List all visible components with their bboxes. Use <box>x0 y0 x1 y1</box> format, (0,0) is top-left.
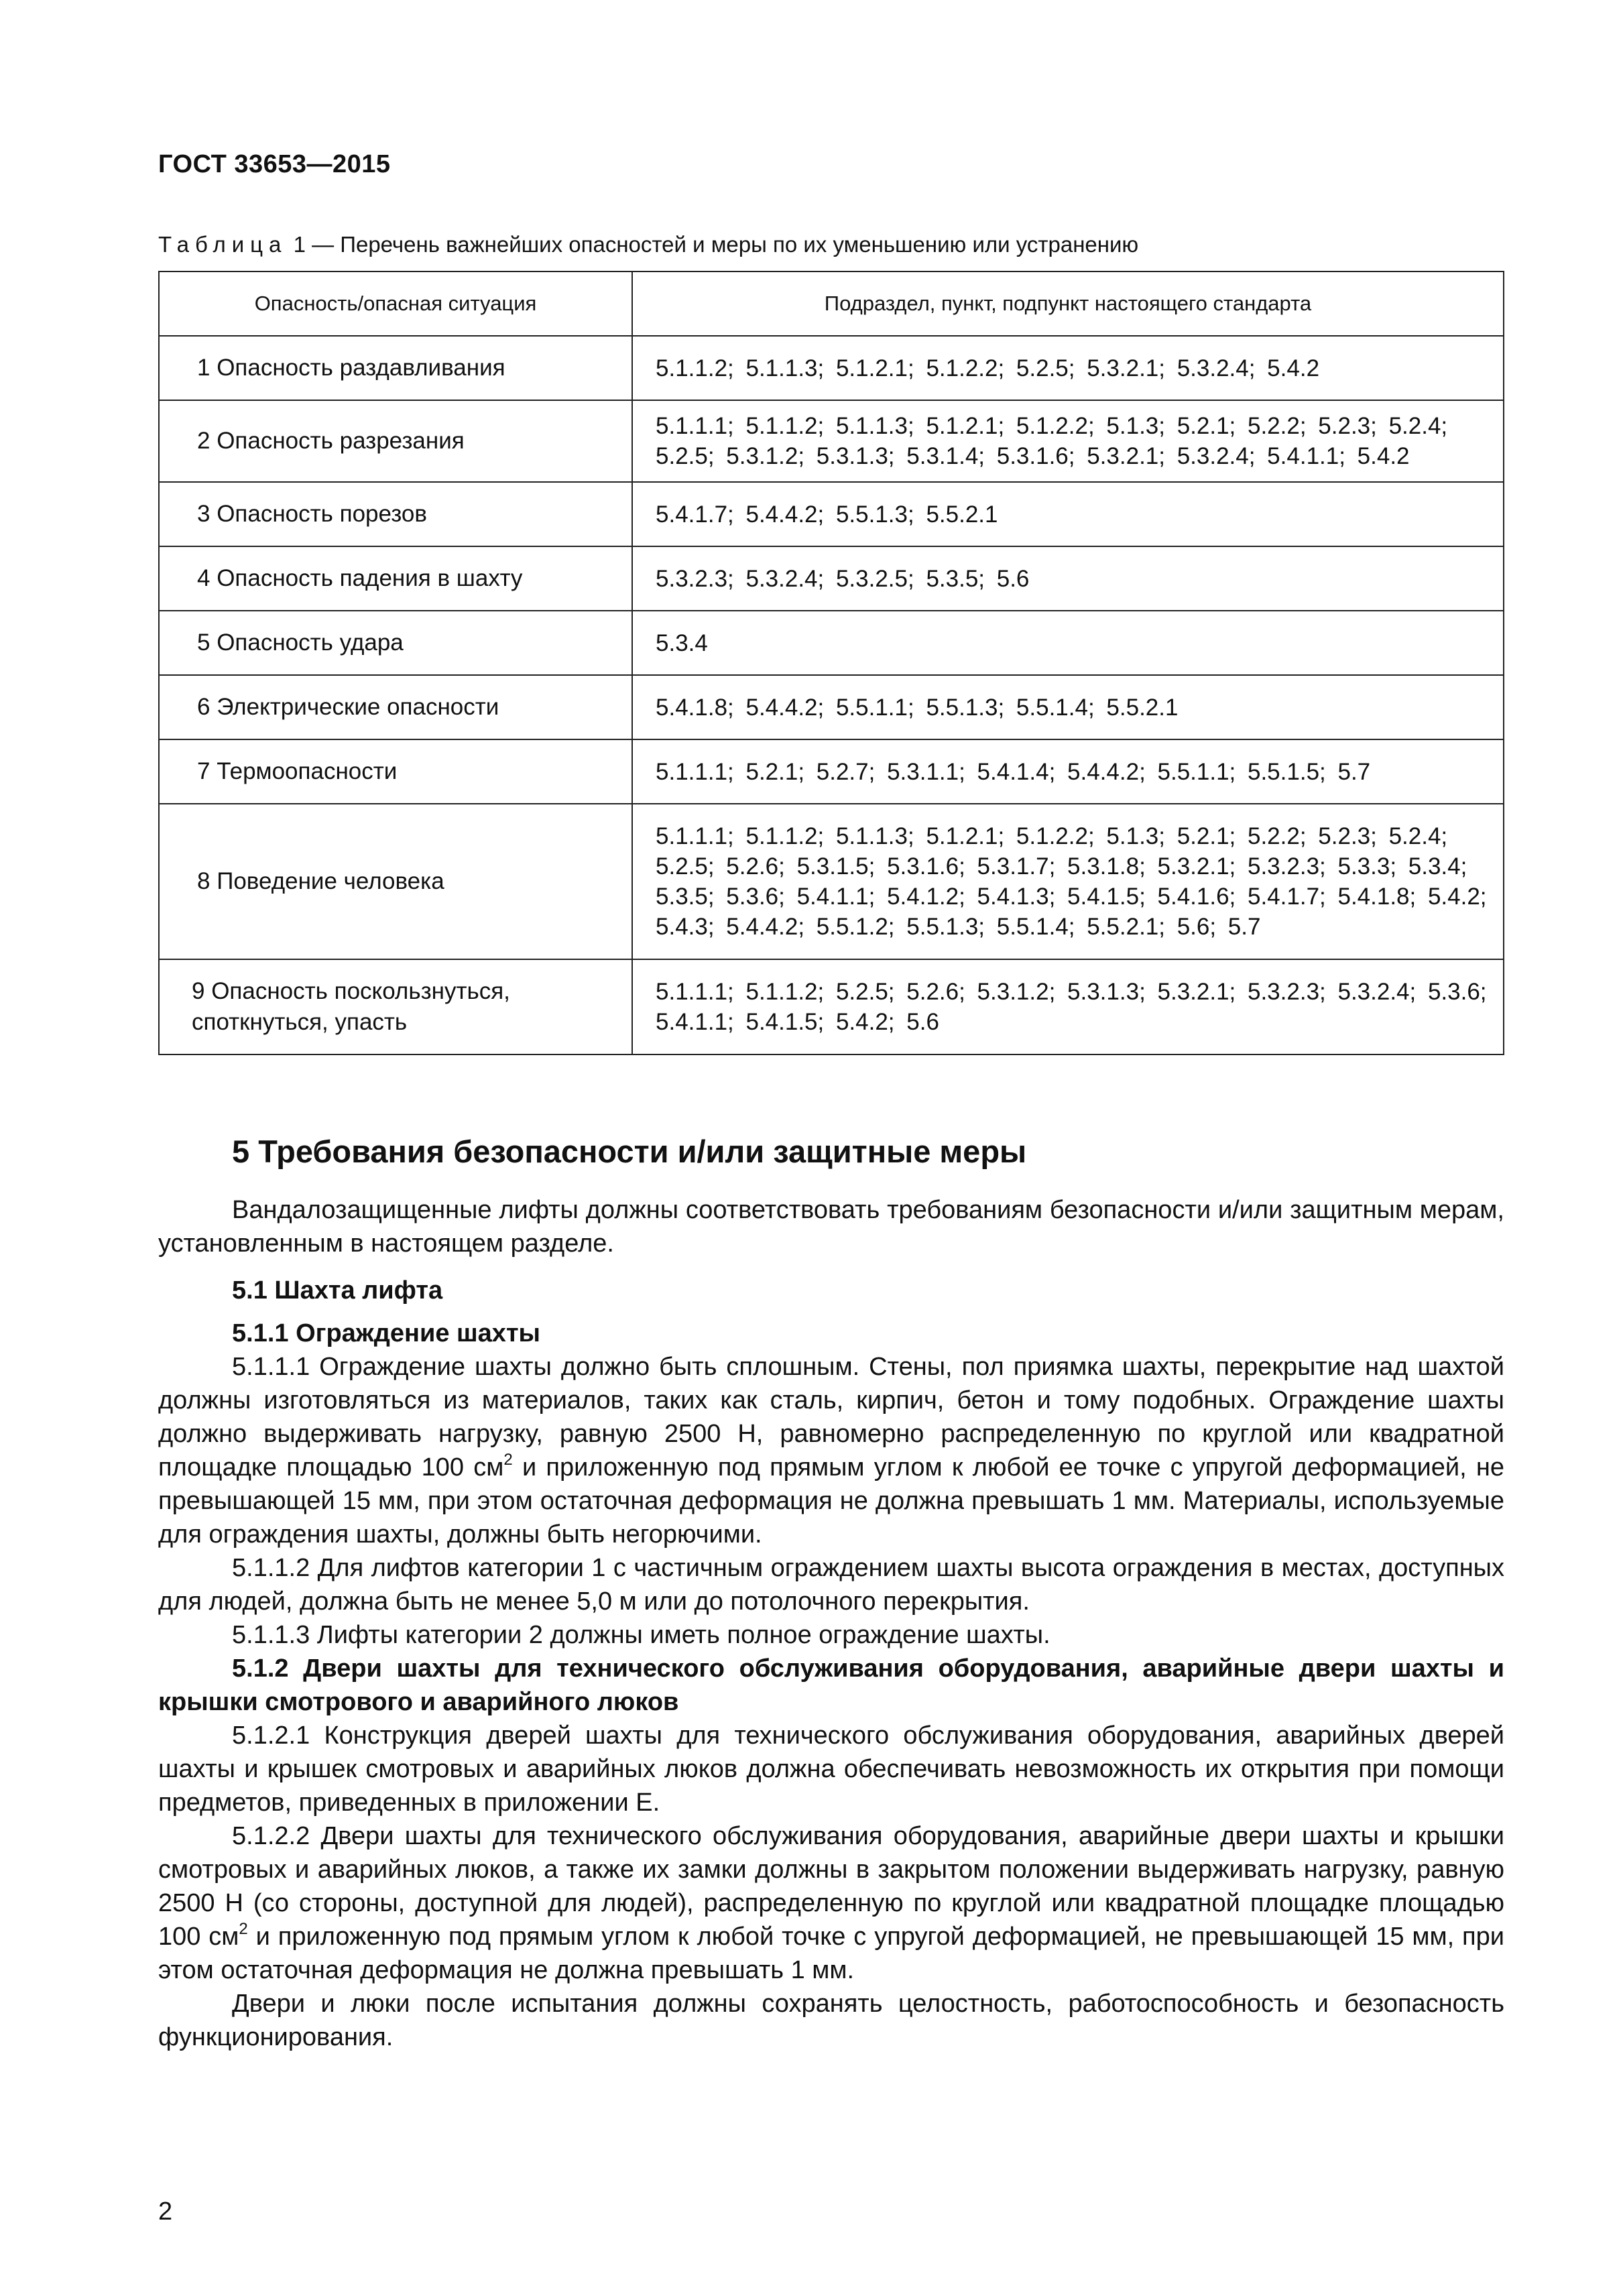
paragraph-5-1-1-2: 5.1.1.2 Для лифтов категории 1 с частичным ограждением шахты высота ограждения в местах, доступных для людей, должна быть не менее 5,0 м или до потолочного перекрытия. <box>158 1554 1504 1616</box>
table-row <box>159 739 1504 804</box>
table-caption-text: 1 — Перечень важнейших опасностей и меры по их уменьшению или устранению <box>293 232 1139 257</box>
hazard-cell: 9 Опасность поскользнуться, споткнуться, упасть <box>159 959 632 1054</box>
table-row <box>159 804 1504 959</box>
hazard-cell: 8 Поведение человека <box>159 804 632 959</box>
section-intro: Вандалозащищенные лифты должны соответствовать требованиям безопасности и/или защитным мерам, установленным в настоящем разделе. <box>158 1196 1504 1258</box>
subsection-5-1-2-title: 5.1.2 Двери шахты для технического обслуживания оборудования, аварийные двери шахты и крышки смотрового и аварийного люков <box>158 1654 1504 1716</box>
table-row <box>159 546 1504 611</box>
refs-cell: 5.4.1.8; 5.4.4.2; 5.5.1.1; 5.5.1.3; 5.5.1.4; 5.5.2.1 <box>632 675 1504 739</box>
column-header-refs: Подраздел, пункт, подпункт настоящего стандарта <box>632 271 1504 336</box>
hazard-cell: 3 Опасность порезов <box>159 482 632 546</box>
column-header-hazard: Опасность/опасная ситуация <box>159 271 632 336</box>
refs-cell: 5.1.1.1; 5.1.1.2; 5.2.5; 5.2.6; 5.3.1.2; 5.3.1.3; 5.3.2.1; 5.3.2.3; 5.3.2.4; 5.3.6; 5.4.1.1; 5.4.1.5; 5.4.2; 5.6 <box>632 959 1504 1054</box>
refs-cell: 5.1.1.1; 5.2.1; 5.2.7; 5.3.1.1; 5.4.1.4; 5.4.4.2; 5.5.1.1; 5.5.1.5; 5.7 <box>632 739 1504 804</box>
subsection-5-1-title: 5.1 Шахта лифта <box>232 1276 443 1305</box>
superscript: 2 <box>239 1920 248 1938</box>
refs-cell: 5.3.2.3; 5.3.2.4; 5.3.2.5; 5.3.5; 5.6 <box>632 546 1504 611</box>
table-row <box>159 482 1504 546</box>
section-title: 5 Требования безопасности и/или защитные меры <box>232 1134 1027 1169</box>
hazards-table <box>158 271 1504 1055</box>
paragraph-5-1-1-1-text: 5.1.1.1 Ограждение шахты должно быть сплошным. Стены, пол приямка шахты, перекрытие над шахтой должны изготовляться из материалов, таких как сталь, кирпич, бетон и тому подобных. Ограждение шахты должно выдерживать нагрузку, равную 2500 Н, равномерно распределенную по круглой или квадратной площадке площадью 100 см <box>158 1353 1504 1482</box>
document-header: ГОСТ 33653—2015 <box>158 150 391 178</box>
table-row <box>159 611 1504 675</box>
hazard-cell: 7 Термоопасности <box>159 739 632 804</box>
paragraph-5-1-1-1 <box>158 1350 1504 1551</box>
section-5 <box>158 1133 1504 2054</box>
hazard-cell: 4 Опасность падения в шахту <box>159 546 632 611</box>
table-row <box>159 959 1504 1054</box>
subsection-5-1-1-title: 5.1.1 Ограждение шахты <box>232 1319 541 1347</box>
refs-cell: 5.1.1.1; 5.1.1.2; 5.1.1.3; 5.1.2.1; 5.1.2.2; 5.1.3; 5.2.1; 5.2.2; 5.2.3; 5.2.4; 5.2.5; 5.3.1.2; 5.3.1.3; 5.3.1.4; 5.3.1.6; 5.3.2.1; 5.3.2.4; 5.4.1.1; 5.4.2 <box>632 400 1504 482</box>
paragraph-5-1-1-3: 5.1.1.3 Лифты категории 2 должны иметь полное ограждение шахты. <box>232 1621 1050 1649</box>
table-caption <box>158 232 1138 257</box>
superscript: 2 <box>503 1451 513 1469</box>
table-row <box>159 675 1504 739</box>
paragraph-5-1-2-2 <box>158 1819 1504 1987</box>
table-caption-word: Таблица <box>158 232 288 257</box>
table-row <box>159 400 1504 482</box>
paragraph-5-1-2-1: 5.1.2.1 Конструкция дверей шахты для технического обслуживания оборудования, аварийных дверей шахты и крышек смотровых и аварийных люков должна обеспечивать невозможность их открытия при помощи предметов, приведенных в приложении Е. <box>158 1721 1504 1817</box>
paragraph-5-1-2-2-text-cont: и приложенную под прямым углом к любой точке с упругой деформацией, не превышающей 15 мм, при этом остаточная деформация не должна превышать 1 мм. <box>158 1923 1504 1984</box>
table-row <box>159 336 1504 400</box>
refs-cell: 5.1.1.1; 5.1.1.2; 5.1.1.3; 5.1.2.1; 5.1.2.2; 5.1.3; 5.2.1; 5.2.2; 5.2.3; 5.2.4; 5.2.5; 5.2.6; 5.3.1.5; 5.3.1.6; 5.3.1.7; 5.3.1.8; 5.3.2.1; 5.3.2.3; 5.3.3; 5.3.4; 5.3.5; 5.3.6; 5.4.1.1; 5.4.1.2; 5.4.1.3; 5.4.1.5; 5.4.1.6; 5.4.1.7; 5.4.1.8; 5.4.2; 5.4.3; 5.4.4.2; 5.5.1.2; 5.5.1.3; 5.5.1.4; 5.5.2.1; 5.6; 5.7 <box>632 804 1504 959</box>
paragraph-5-1-1-1-text-cont: и приложенную под прямым углом к любой ее точке с упругой деформацией, не превышающей 15 мм, при этом остаточная деформация не должна превышать 1 мм. Материалы, используемые для ограждения шахты, должны быть негорючими. <box>158 1453 1504 1549</box>
hazard-cell: 6 Электрические опасности <box>159 675 632 739</box>
refs-cell: 5.3.4 <box>632 611 1504 675</box>
hazard-cell: 2 Опасность разрезания <box>159 400 632 482</box>
refs-cell: 5.1.1.2; 5.1.1.3; 5.1.2.1; 5.1.2.2; 5.2.5; 5.3.2.1; 5.3.2.4; 5.4.2 <box>632 336 1504 400</box>
table-header-row <box>159 271 1504 336</box>
hazard-cell: 1 Опасность раздавливания <box>159 336 632 400</box>
paragraph-5-1-2-2-text: 5.1.2.2 Двери шахты для технического обслуживания оборудования, аварийные двери шахты и крышки смотровых и аварийных люков, а также их замки должны в закрытом положении выдерживать нагрузку, равную 2500 Н (со стороны, доступной для людей), распределенную по круглой или квадратной площадке площадью 100 см <box>158 1822 1504 1951</box>
paragraph-doors: Двери и люки после испытания должны сохранять целостность, работоспособность и безопасность функционирования. <box>158 1990 1504 2051</box>
hazard-cell: 5 Опасность удара <box>159 611 632 675</box>
refs-cell: 5.4.1.7; 5.4.4.2; 5.5.1.3; 5.5.2.1 <box>632 482 1504 546</box>
page-number: 2 <box>158 2197 173 2226</box>
